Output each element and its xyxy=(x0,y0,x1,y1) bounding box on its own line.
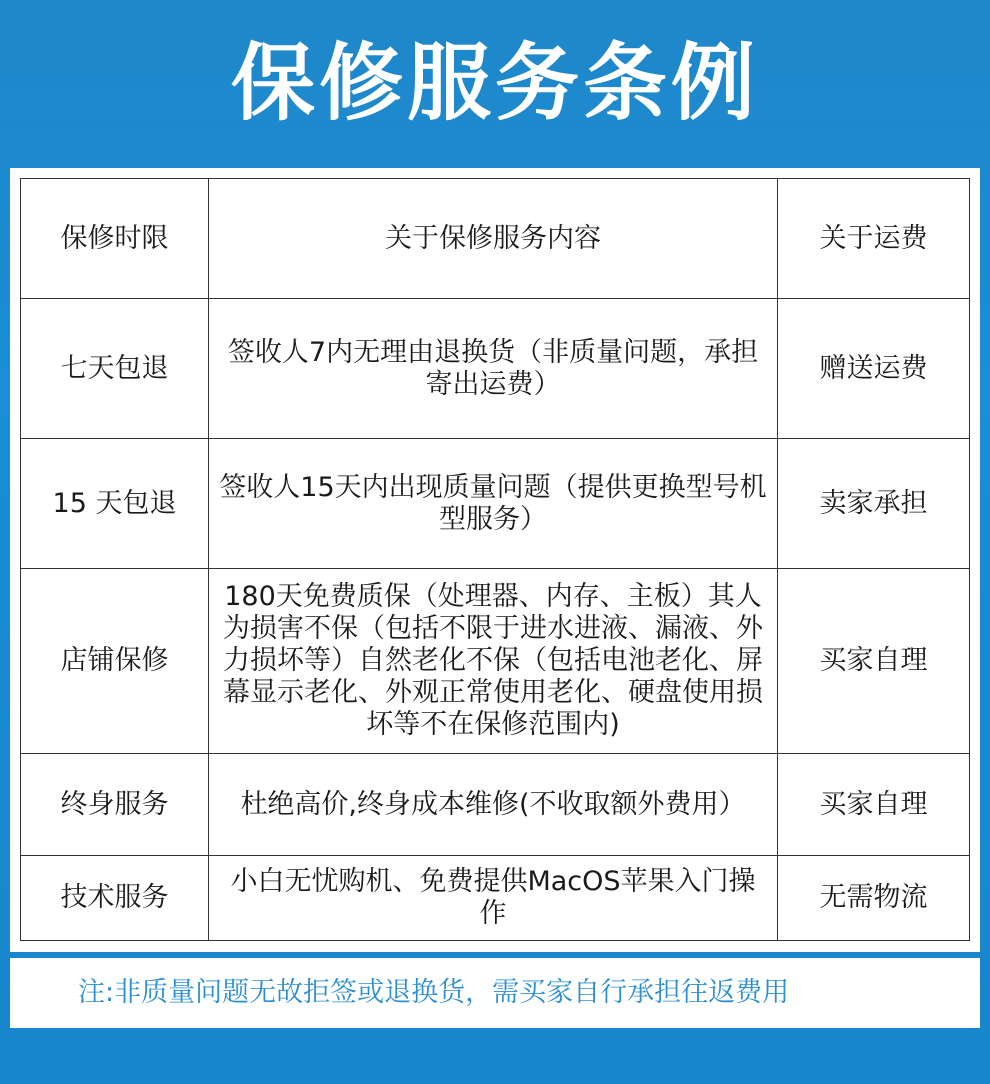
warranty-table xyxy=(20,178,970,941)
row-content: 签收人7内无理由退换货（非质量问题，承担寄出运费） xyxy=(209,299,778,439)
row-content: 180天免费质保（处理器、内存、主板）其人为损害不保（包括不限于进水进液、漏液、外力损坏等）自然老化不保（包括电池老化、屏幕显示老化、外观正常使用老化、硬盘使用损坏等不在保修范围内) xyxy=(209,569,778,754)
page-title: 保修服务条例 xyxy=(230,34,759,132)
row-shipping: 赠送运费 xyxy=(778,299,970,439)
table-row xyxy=(21,856,970,941)
row-shipping: 买家自理 xyxy=(778,754,970,856)
header-content: 关于保修服务内容 xyxy=(209,179,778,299)
row-period: 终身服务 xyxy=(21,754,209,856)
table-header-row xyxy=(21,179,970,299)
row-period: 15 天包退 xyxy=(21,439,209,569)
row-content: 签收人15天内出现质量问题（提供更换型号机型服务） xyxy=(209,439,778,569)
row-content: 杜绝高价,终身成本维修(不收取额外费用） xyxy=(209,754,778,856)
table-row xyxy=(21,754,970,856)
table-row xyxy=(21,569,970,754)
header-shipping: 关于运费 xyxy=(778,179,970,299)
table-row xyxy=(21,439,970,569)
table-row xyxy=(21,299,970,439)
shipping-note: 注:非质量问题无故拒签或退换货，需买家自行承担往返费用 xyxy=(10,958,980,1028)
row-shipping: 无需物流 xyxy=(778,856,970,941)
row-content: 小白无忧购机、免费提供MacOS苹果入门操作 xyxy=(209,856,778,941)
row-period: 七天包退 xyxy=(21,299,209,439)
header-period: 保修时限 xyxy=(21,179,209,299)
row-period: 店铺保修 xyxy=(21,569,209,754)
row-shipping: 买家自理 xyxy=(778,569,970,754)
row-shipping: 卖家承担 xyxy=(778,439,970,569)
row-period: 技术服务 xyxy=(21,856,209,941)
warranty-panel xyxy=(10,168,980,952)
